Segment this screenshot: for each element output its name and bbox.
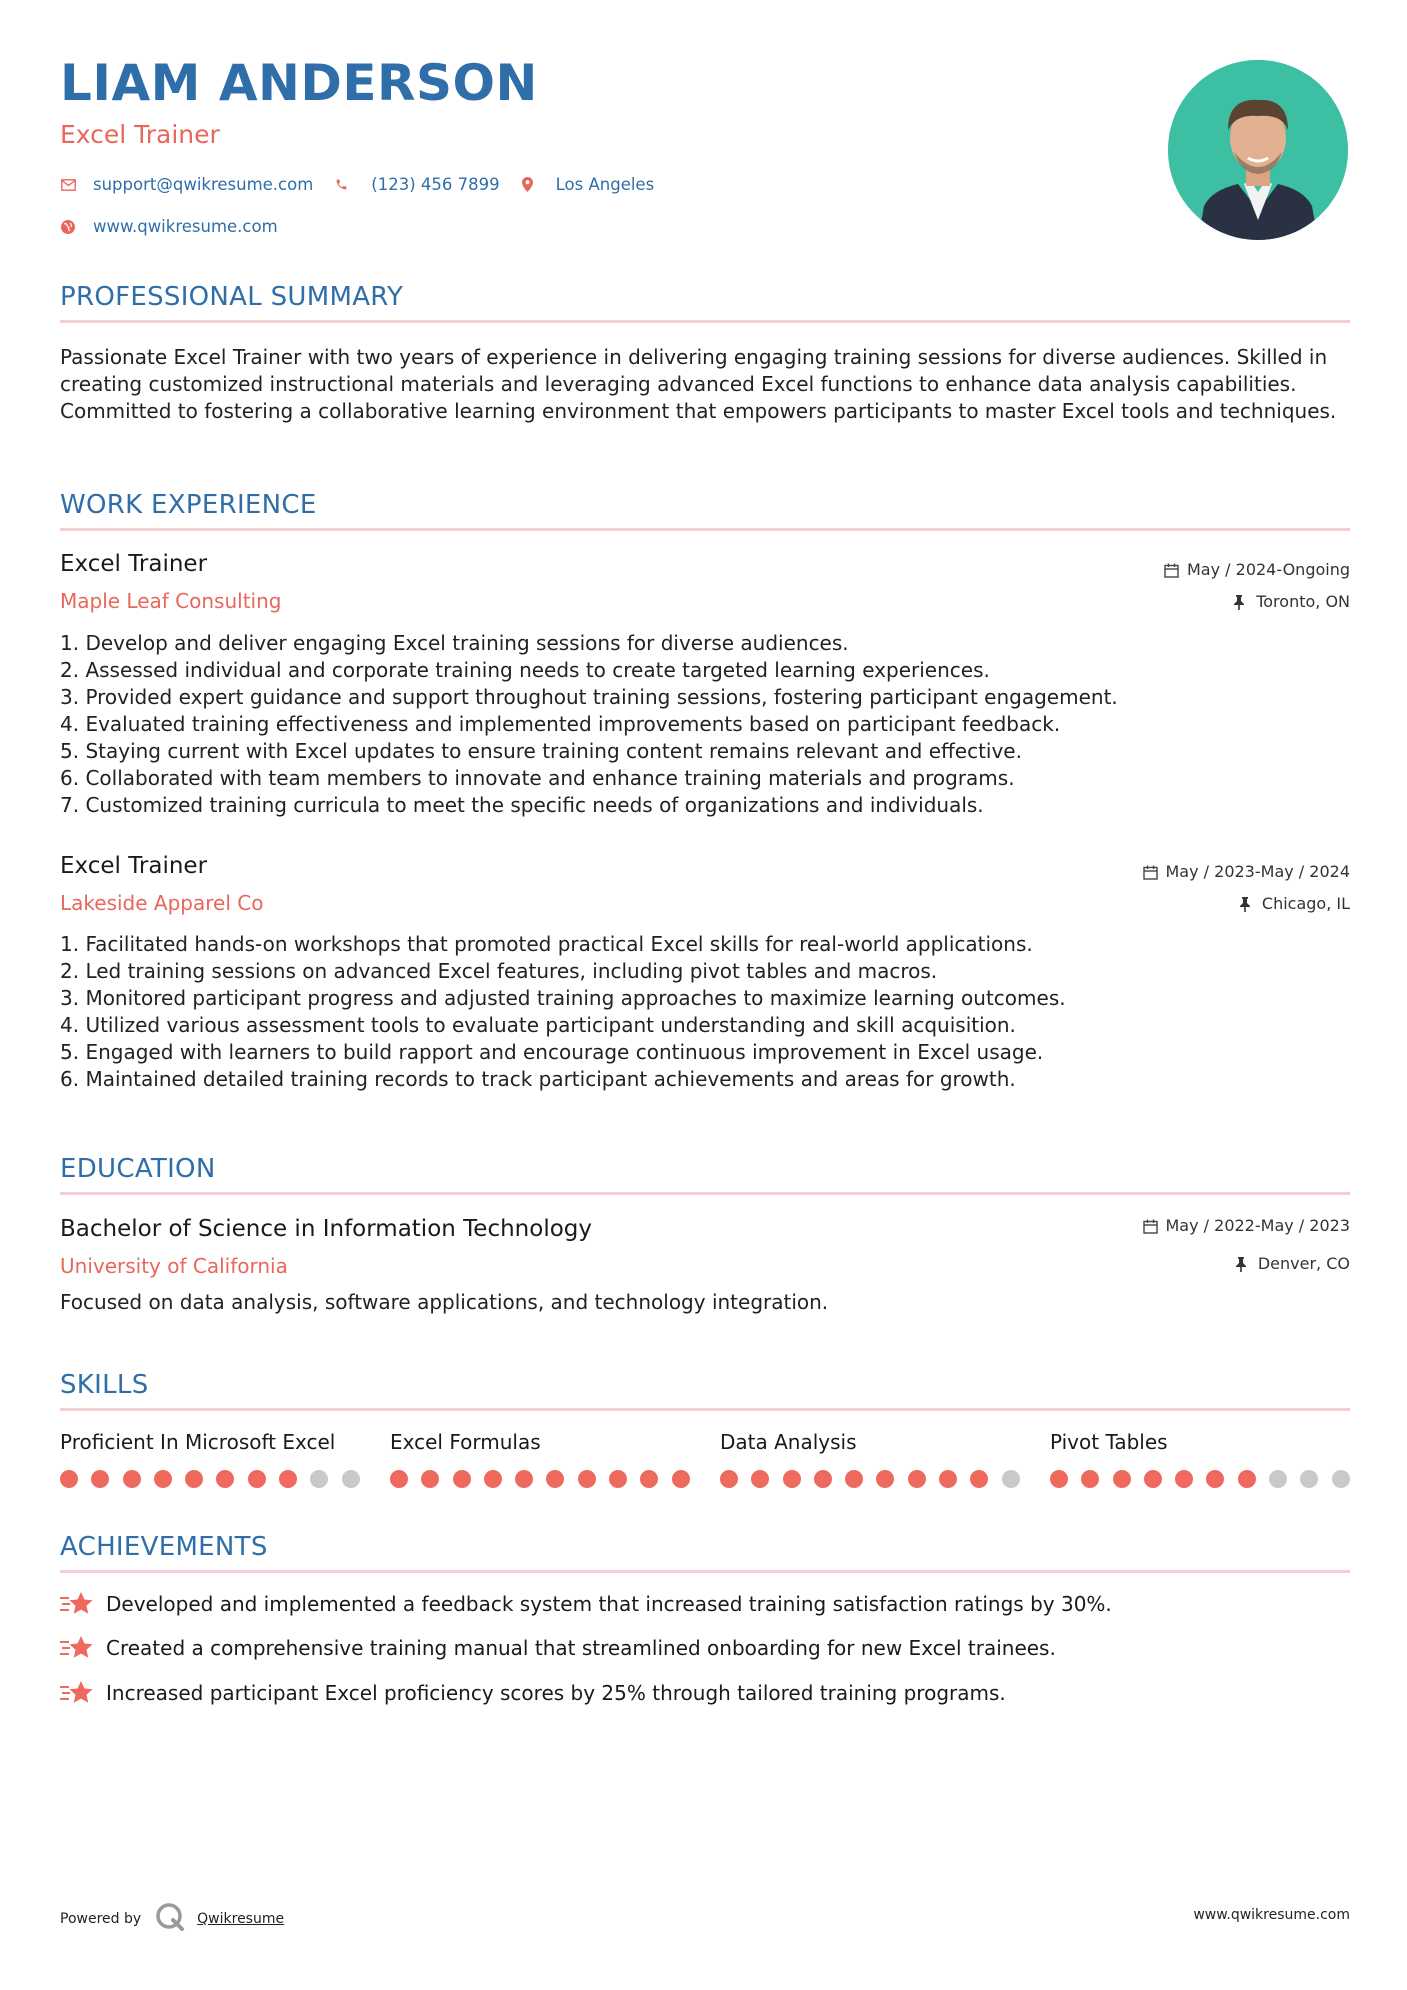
job-role: Excel Trainer [60, 551, 208, 577]
skills-divider [60, 1408, 1350, 1411]
job-dates-text: May / 2024-Ongoing [1187, 560, 1350, 579]
rating-dot-empty [310, 1470, 328, 1488]
achievement-item [60, 1679, 1006, 1707]
education-description: Focused on data analysis, software applications, and technology integration. [60, 1290, 829, 1314]
skill-rating [390, 1470, 703, 1488]
job-location-text: Toronto, ON [1256, 592, 1350, 611]
phone-text: (123) 456 7899 [371, 175, 500, 194]
job-dates [1143, 864, 1351, 880]
email-text: support@qwikresume.com [93, 175, 314, 194]
calendar-icon [1143, 865, 1158, 880]
resume-page [60, 0, 1350, 1990]
rating-dot-filled [1206, 1470, 1224, 1488]
job-bullet: 3. Provided expert guidance and support throughout training sessions, fostering participant engagement. [60, 685, 1118, 709]
rating-dot-filled [421, 1470, 439, 1488]
powered-by-label: Powered by [60, 1911, 142, 1927]
job-location [1239, 896, 1350, 912]
rating-dot-filled [876, 1470, 894, 1488]
achievements-heading: ACHIEVEMENTS [60, 1532, 268, 1562]
skill-rating [1050, 1470, 1363, 1488]
rating-dot-filled [908, 1470, 926, 1488]
qwikresume-link[interactable]: Qwikresume [197, 1911, 285, 1927]
calendar-icon [1164, 563, 1179, 578]
profile-photo [1168, 60, 1348, 240]
skill-item [720, 1432, 1020, 1452]
contact-email[interactable] [60, 175, 313, 194]
rating-dot-filled [546, 1470, 564, 1488]
qwikresume-logo-icon [155, 1902, 185, 1936]
experience-heading: WORK EXPERIENCE [60, 490, 317, 520]
rating-dot-filled [390, 1470, 408, 1488]
pushpin-icon [1233, 595, 1248, 610]
star-icon [60, 1590, 94, 1618]
envelope-icon [60, 177, 76, 193]
summary-divider [60, 320, 1350, 323]
map-pin-icon [520, 177, 536, 193]
skill-name: Pivot Tables [1050, 1430, 1168, 1454]
rating-dot-empty [1269, 1470, 1287, 1488]
job-bullet: 5. Staying current with Excel updates to ensure training content remains relevant and effective. [60, 739, 1022, 763]
pushpin-icon [1239, 897, 1254, 912]
education-heading: EDUCATION [60, 1154, 216, 1184]
skill-rating [720, 1470, 1033, 1488]
achievement-text: Increased participant Excel proficiency scores by 25% through tailored training programs. [106, 1681, 1006, 1705]
rating-dot-filled [720, 1470, 738, 1488]
contact-row [60, 175, 674, 194]
achievements-divider [60, 1570, 1350, 1573]
rating-dot-filled [484, 1470, 502, 1488]
education-dates-text: May / 2022-May / 2023 [1165, 1216, 1350, 1235]
footer-powered [60, 1902, 284, 1936]
rating-dot-empty [1300, 1470, 1318, 1488]
rating-dot-empty [342, 1470, 360, 1488]
school-name: University of California [60, 1254, 288, 1278]
rating-dot-filled [154, 1470, 172, 1488]
job-bullet: 2. Assessed individual and corporate training needs to create targeted learning experiences. [60, 658, 990, 682]
rating-dot-filled [845, 1470, 863, 1488]
calendar-icon [1143, 1219, 1158, 1234]
job-location-text: Chicago, IL [1261, 894, 1350, 913]
star-icon [60, 1634, 94, 1662]
job-bullet: 5. Engaged with learners to build rapport and encourage continuous improvement in Excel usage. [60, 1040, 1044, 1064]
pushpin-icon [1235, 1257, 1250, 1272]
rating-dot-filled [609, 1470, 627, 1488]
job-bullet: 4. Evaluated training effectiveness and implemented improvements based on participant feedback. [60, 712, 1061, 736]
job-bullets [60, 630, 1350, 819]
job-bullet: 1. Facilitated hands-on workshops that promoted practical Excel skills for real-world applications. [60, 932, 1033, 956]
skills-heading: SKILLS [60, 1370, 149, 1400]
job-role: Excel Trainer [60, 853, 208, 879]
contact-location [520, 175, 655, 194]
job-company: Maple Leaf Consulting [60, 589, 282, 613]
website-row [60, 217, 298, 236]
job-dates [1164, 562, 1350, 578]
achievement-item [60, 1634, 1056, 1662]
rating-dot-filled [91, 1470, 109, 1488]
skill-item [60, 1432, 360, 1452]
rating-dot-filled [453, 1470, 471, 1488]
rating-dot-filled [939, 1470, 957, 1488]
rating-dot-filled [1238, 1470, 1256, 1488]
phone-icon [333, 177, 349, 193]
job-bullet: 1. Develop and deliver engaging Excel training sessions for diverse audiences. [60, 631, 849, 655]
summary-heading: PROFESSIONAL SUMMARY [60, 282, 404, 312]
contact-phone[interactable] [333, 175, 499, 194]
skill-name: Proficient In Microsoft Excel [60, 1430, 336, 1454]
website-text: www.qwikresume.com [93, 217, 278, 236]
job-bullet: 2. Led training sessions on advanced Excel features, including pivot tables and macros. [60, 959, 938, 983]
job-bullet: 4. Utilized various assessment tools to evaluate participant understanding and skill acquisition. [60, 1013, 1016, 1037]
rating-dot-filled [640, 1470, 658, 1488]
education-location [1235, 1256, 1350, 1272]
rating-dot-filled [248, 1470, 266, 1488]
job-bullets [60, 931, 1350, 1093]
job-location [1233, 594, 1350, 610]
rating-dot-filled [1050, 1470, 1068, 1488]
rating-dot-filled [185, 1470, 203, 1488]
globe-icon [60, 219, 76, 235]
rating-dot-filled [970, 1470, 988, 1488]
rating-dot-filled [578, 1470, 596, 1488]
job-dates-text: May / 2023-May / 2024 [1165, 862, 1350, 881]
candidate-title: Excel Trainer [60, 120, 220, 149]
job-bullet: 6. Collaborated with team members to innovate and enhance training materials and programs. [60, 766, 1015, 790]
rating-dot-empty [1002, 1470, 1020, 1488]
skill-name: Excel Formulas [390, 1430, 541, 1454]
rating-dot-filled [216, 1470, 234, 1488]
rating-dot-filled [751, 1470, 769, 1488]
rating-dot-filled [672, 1470, 690, 1488]
rating-dot-filled [123, 1470, 141, 1488]
candidate-name: LIAM ANDERSON [60, 54, 538, 112]
achievement-text: Developed and implemented a feedback system that increased training satisfaction ratings by 30%. [106, 1592, 1112, 1616]
job-bullet: 7. Customized training curricula to meet the specific needs of organizations and individuals. [60, 793, 984, 817]
footer-website[interactable]: www.qwikresume.com [1193, 1907, 1350, 1923]
experience-divider [60, 528, 1350, 531]
education-location-text: Denver, CO [1257, 1254, 1350, 1273]
rating-dot-filled [1081, 1470, 1099, 1488]
skill-item [390, 1432, 690, 1452]
rating-dot-filled [783, 1470, 801, 1488]
achievement-item [60, 1590, 1112, 1618]
job-bullet: 6. Maintained detailed training records to track participant achievements and areas for growth. [60, 1067, 1016, 1091]
degree-title: Bachelor of Science in Information Technology [60, 1216, 592, 1242]
location-text: Los Angeles [555, 175, 655, 194]
skill-name: Data Analysis [720, 1430, 857, 1454]
rating-dot-empty [1332, 1470, 1350, 1488]
rating-dot-filled [814, 1470, 832, 1488]
skill-rating [60, 1470, 373, 1488]
rating-dot-filled [60, 1470, 78, 1488]
job-company: Lakeside Apparel Co [60, 891, 264, 915]
education-dates [1143, 1218, 1351, 1234]
rating-dot-filled [1113, 1470, 1131, 1488]
rating-dot-filled [515, 1470, 533, 1488]
job-bullet: 3. Monitored participant progress and adjusted training approaches to maximize learning outcomes. [60, 986, 1066, 1010]
rating-dot-filled [1175, 1470, 1193, 1488]
star-icon [60, 1679, 94, 1707]
achievement-text: Created a comprehensive training manual that streamlined onboarding for new Excel trainees. [106, 1636, 1056, 1660]
contact-website[interactable] [60, 217, 278, 236]
rating-dot-filled [279, 1470, 297, 1488]
summary-text: Passionate Excel Trainer with two years of experience in delivering engaging training sessions for diverse audiences. Skilled in creating customized instructional materials and leveraging advanced Excel functions to enhance data analysis capabilities. Committed to fostering a collaborative learning environment that empowers participants to master Excel tools and techniques. [60, 345, 1337, 423]
skill-item [1050, 1432, 1350, 1452]
rating-dot-filled [1144, 1470, 1162, 1488]
education-divider [60, 1192, 1350, 1195]
